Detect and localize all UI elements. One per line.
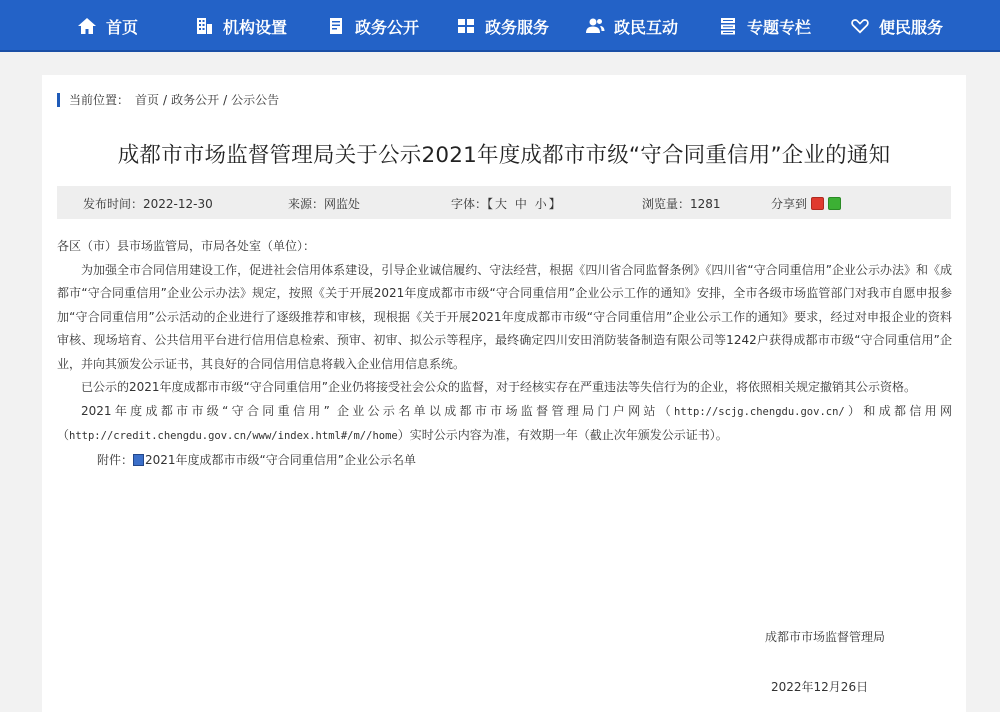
market-supervision-url: http://scjg.chengdu.gov.cn/ [674, 405, 845, 418]
nav-item-label: 便民服务 [879, 17, 944, 37]
building-icon [194, 16, 223, 36]
signature-organization: 成都市市场监督管理局 [765, 630, 886, 644]
article-meta-bar [57, 186, 951, 219]
paragraph: 已公示的2021年度成都市市级“守合同重信用”企业仍将接受社会公众的监督，对于经核实存在严重违法等失信行为的企业，将依照相关规定撤销其公示资格。 [81, 380, 916, 394]
nav-item-topics[interactable] [718, 0, 811, 52]
font-size-label: 字体：【 [451, 197, 494, 211]
breadcrumb-marker [57, 93, 60, 107]
signature-date: 2022年12月26日 [771, 680, 869, 694]
nav-item-label: 机构设置 [223, 17, 288, 37]
paragraph: 为加强全市合同信用建设工作，促进社会信用体系建设，引导企业诚信履约、守法经营，根据《四川省合同监督条例》《四川省“守合同重信用”企业公示办法》和《成都市“守合同重信用”企业公示办法》规定，按照《关于开展2021年度成都市市级“守合同重信用”企业公示工作的通知》安排，全市各级市场监管部门对我市自愿申报参加“守合同重信用”公示活动的企业进行了逐级推荐和审核，现根据《关于开展2021年度成都市市级“守合同重信用”企业公示工作的通知》要求，经过对申报企业的资料审核、现场培育、公共信用平台进行信用信息检索、预审、初审、拟公示等程序，最终确定四川安田消防装备制造有限公司等1242户获得成都市市级“守合同重信用”企业，并向其颁发公示证书，其良好的合同信用信息将载入企业信用信息系统。 [57, 262, 952, 371]
nav-item-gov-open[interactable] [326, 0, 419, 52]
breadcrumb-announcements[interactable]: 公示公告 [231, 93, 280, 107]
article-body [57, 235, 952, 472]
breadcrumb-home[interactable]: 首页 [135, 93, 160, 107]
view-count-value: 1281 [690, 197, 721, 211]
font-size-close: 】 [548, 197, 561, 211]
paragraph-links [57, 400, 952, 449]
credit-chengdu-url: http://credit.chengdu.gov.cn/www/index.html#/m//home [69, 430, 398, 442]
article-title: 成都市市场监督管理局关于公示2021年度成都市市级“守合同重信用”企业的通知 [117, 143, 891, 168]
share-label: 分享到 [771, 197, 808, 211]
attachment-label: 附件： [97, 452, 134, 467]
font-size-control [451, 195, 561, 212]
breadcrumb-label: 当前位置： [69, 93, 130, 107]
nav-item-label: 政务服务 [485, 17, 550, 37]
attachment [57, 449, 952, 473]
publish-time: 发布时间：2022-12-30 [83, 197, 213, 211]
breadcrumb-gov-open[interactable]: 政务公开 [171, 93, 220, 107]
article-source: 来源：网监处 [288, 197, 361, 211]
top-navigation-bar [0, 0, 1000, 52]
nav-item-label: 专题专栏 [747, 17, 812, 37]
breadcrumb-separator: / [223, 92, 228, 107]
nav-item-label: 政务公开 [355, 17, 420, 37]
wechat-icon[interactable] [828, 197, 841, 210]
article-panel [42, 75, 966, 712]
paragraph-text: 2021年度成都市市级“守合同重信用” 企业公示名单以成都市市场监督管理局门户网站（ [81, 403, 675, 418]
breadcrumb-separator: / [163, 92, 168, 107]
nav-item-label: 首页 [106, 17, 139, 37]
font-size-small-button[interactable]: 小 [534, 197, 547, 211]
view-count-label: 浏览量： [642, 197, 691, 211]
attachment-link[interactable]: 2021年度成都市市级“守合同重信用”企业公示名单 [145, 452, 416, 467]
nav-item-convenience[interactable] [850, 0, 943, 52]
weibo-icon[interactable] [811, 197, 824, 210]
salutation: 各区（市）县市场监管局，市局各处室（单位）： [57, 239, 316, 253]
paragraph-text: ）实时公示内容为准，有效期一年（截止次年颁发公示证书）。 [397, 428, 728, 442]
nav-item-organization[interactable] [194, 0, 287, 52]
view-count [642, 195, 721, 212]
handshake-icon [850, 16, 879, 36]
breadcrumb [57, 91, 279, 108]
home-icon [77, 16, 106, 36]
grid-icon [456, 16, 485, 36]
document-icon [326, 16, 355, 36]
font-size-large-button[interactable]: 大 [495, 197, 508, 211]
people-icon [585, 16, 614, 36]
font-size-medium-button[interactable]: 中 [514, 197, 527, 211]
nav-item-interaction[interactable] [585, 0, 678, 52]
nav-item-gov-service[interactable] [456, 0, 549, 52]
share-bar [771, 195, 841, 212]
nav-item-label: 政民互动 [614, 17, 679, 37]
document-file-icon [133, 454, 144, 466]
list-icon [718, 16, 747, 36]
paragraph-text: ）和成都信用网（ [57, 403, 952, 442]
nav-item-home[interactable] [77, 0, 138, 52]
